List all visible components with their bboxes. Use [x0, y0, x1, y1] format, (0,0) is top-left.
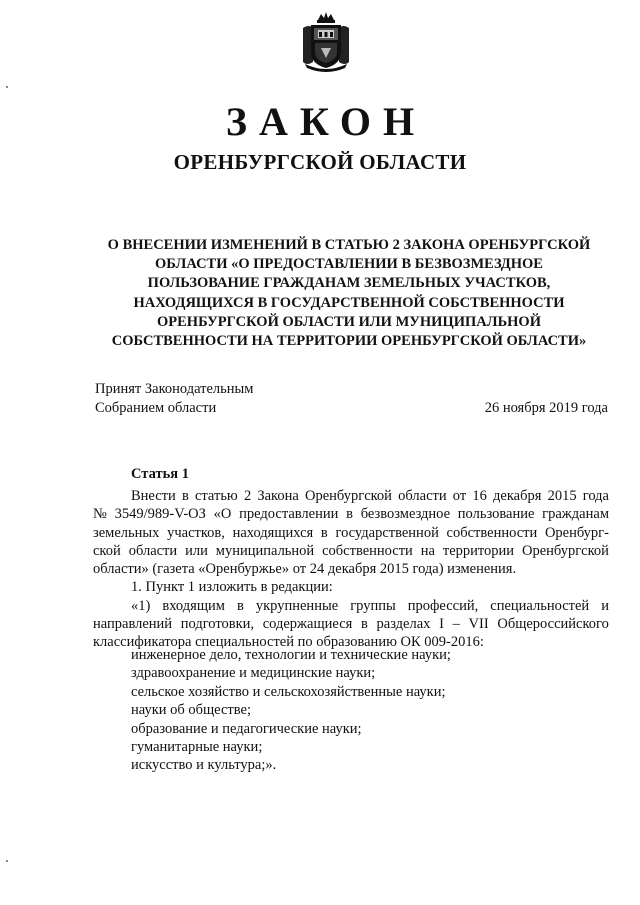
point-line: 1. Пункт 1 изложить в редакции: [131, 579, 333, 596]
paragraph-line: ской области или муниципальной собственности на территории Оренбургской [93, 542, 609, 559]
heading-line: О ВНЕСЕНИИ ИЗМЕНЕНИЙ В СТАТЬЮ 2 ЗАКОНА ОРЕНБУРГСКОЙ [107, 237, 591, 253]
list-item: искусство и культура;». [131, 757, 277, 774]
adoption-line: Собранием области [95, 400, 217, 416]
document-title: ЗАКОН [225, 99, 427, 144]
list-item: науки об обществе; [131, 702, 251, 719]
paragraph-line: направлений подготовки, содержащиеся в разделах I – VII Общероссийского [93, 616, 609, 633]
heading-line: ПОЛЬЗОВАНИЕ ГРАЖДАНАМ ЗЕМЕЛЬНЫХ УЧАСТКОВ, [147, 275, 551, 292]
article-title: Статья 1 [131, 466, 189, 482]
list-item: образование и педагогические науки; [131, 720, 362, 737]
paragraph-line: № 3549/989-V-ОЗ «О предоставлении в безвозмездное пользование гражданам [93, 506, 609, 523]
adoption-info [95, 380, 253, 418]
heading-line: НАХОДЯЩИХСЯ В ГОСУДАРСТВЕННОЙ СОБСТВЕННОСТИ [133, 294, 565, 311]
paragraph-line: классификатора специальностей по образованию ОК 009-2016: [93, 634, 484, 651]
list-item: сельское хозяйство и сельскохозяйственные науки; [131, 683, 446, 700]
adoption-date: 26 ноября 2019 года [484, 400, 608, 416]
adoption-line: Принят Законодательным [95, 381, 254, 397]
heading-line: СОБСТВЕННОСТИ НА ТЕРРИТОРИИ ОРЕНБУРГСКОЙ ОБЛАСТИ» [111, 333, 587, 350]
list-item: инженерное дело, технологии и технические науки; [131, 647, 451, 663]
document-subtitle: ОРЕНБУРГСКОЙ ОБЛАСТИ [173, 150, 467, 174]
scan-artifact [6, 86, 8, 88]
list-item: здравоохранение и медицинские науки; [131, 665, 376, 682]
list-item: гуманитарные науки; [131, 739, 263, 756]
scan-artifact [6, 860, 8, 862]
paragraph-line: земельных участков, находящихся в государственной собственности Оренбург- [93, 524, 609, 541]
heading-line: ОРЕНБУРГСКОЙ ОБЛАСТИ ИЛИ МУНИЦИПАЛЬНОЙ [156, 313, 541, 330]
coat-of-arms-icon [299, 10, 353, 72]
paragraph-line: Внести в статью 2 Закона Оренбургской области от 16 декабря 2015 года [131, 488, 609, 504]
law-heading [90, 236, 608, 351]
article-paragraph [93, 487, 609, 652]
sciences-list [131, 646, 451, 775]
paragraph-line: «1) входящим в укрупненные группы профессий, специальностей и [131, 597, 609, 614]
heading-line: ОБЛАСТИ «О ПРЕДОСТАВЛЕНИИ В БЕЗВОЗМЕЗДНОЕ [155, 256, 543, 273]
paragraph-line: области» (газета «Оренбуржье» от 24 декабря 2015 года) изменения. [93, 561, 517, 578]
